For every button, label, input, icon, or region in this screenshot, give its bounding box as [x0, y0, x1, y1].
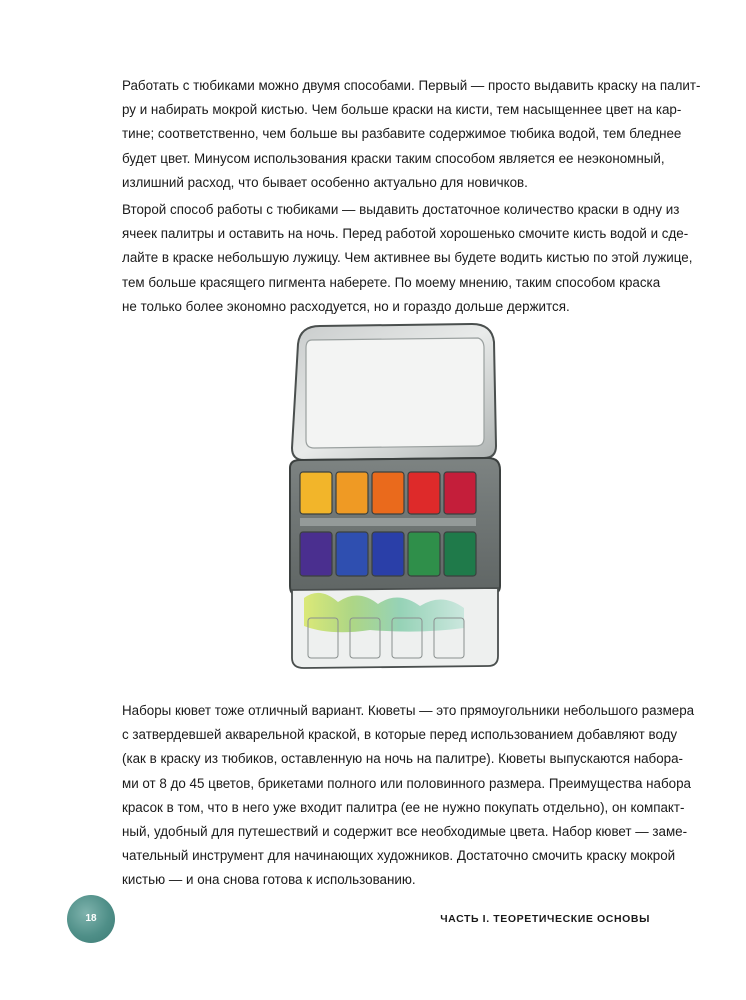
text-line: ру и набирать мокрой кистью. Чем больше краски на кисти, тем насыщеннее цвет на кар-	[122, 102, 682, 118]
paint-pan	[444, 472, 476, 514]
text-line: тине; соответственно, чем больше вы разбавите содержимое тюбика водой, тем бледнее	[122, 126, 682, 142]
text-line: лайте в краске небольшую лужицу. Чем активнее вы будете водить кистью по этой лужице,	[122, 250, 693, 266]
paint-pan	[408, 532, 440, 576]
text-line: Наборы кювет тоже отличный вариант. Кюветы — это прямоугольники небольшого размера	[122, 703, 695, 718]
palette-lid	[292, 324, 496, 460]
paint-pan	[444, 532, 476, 576]
paint-pan	[372, 532, 404, 576]
watercolor-palette-illustration	[260, 318, 510, 678]
mixing-wells	[292, 588, 498, 668]
text-line: ми от 8 до 45 цветов, брикетами полного или половинного размера. Преимущества набора	[122, 775, 692, 791]
pan-row-bottom	[300, 532, 476, 576]
text-line: ный, удобный для путешествий и содержит все необходимые цвета. Набор кювет — заме-	[122, 824, 688, 840]
text-line: красок в том, что в него уже входит палитра (ее не нужно покупать отдельно), он компакт-	[122, 799, 685, 815]
text-line: с затвердевшей акварельной краской, в которые перед использованием добавляют воду	[122, 727, 678, 743]
pan-divider	[300, 518, 476, 526]
text-line: чательный инструмент для начинающих художников. Достаточно смочить краску мокрой	[122, 848, 676, 864]
pan-row-top	[300, 472, 476, 514]
paint-pan	[336, 532, 368, 576]
page-number-badge: 18	[67, 895, 115, 943]
paragraph-tubes-method-one	[122, 74, 701, 195]
text-line: кистью — и она снова готова к использованию.	[122, 872, 416, 888]
text-line: Второй способ работы с тюбиками — выдавить достаточное количество краски в одну из	[122, 202, 680, 217]
paint-pan	[336, 472, 368, 514]
text-line: будет цвет. Минусом использования краски таким способом является ее неэкономный,	[122, 150, 665, 166]
paragraph-pan-sets	[122, 699, 695, 893]
text-line: ячеек палитры и оставить на ночь. Перед работой хорошенько смочите кисть водой и сде-	[122, 226, 689, 242]
text-line: (как в краску из тюбиков, оставленную на ночь на палитре). Кюветы выпускаются набора-	[122, 751, 684, 767]
paint-pan	[372, 472, 404, 514]
text-line: не только более экономно расходуется, но и гораздо дольше держится.	[122, 298, 570, 314]
text-line: Работать с тюбиками можно двумя способами. Первый — просто выдавить краску на палит-	[122, 78, 701, 93]
paint-pan	[300, 532, 332, 576]
paint-pan	[300, 472, 332, 514]
paint-pan	[408, 472, 440, 514]
paragraph-tubes-method-two	[122, 198, 693, 319]
running-head: ЧАСТЬ I. ТЕОРЕТИЧЕСКИЕ ОСНОВЫ	[440, 913, 650, 925]
text-line: тем больше красящего пигмента наберете. По моему мнению, таким способом краска	[122, 274, 661, 290]
text-line: излишний расход, что бывает особенно актуально для новичков.	[122, 174, 528, 190]
